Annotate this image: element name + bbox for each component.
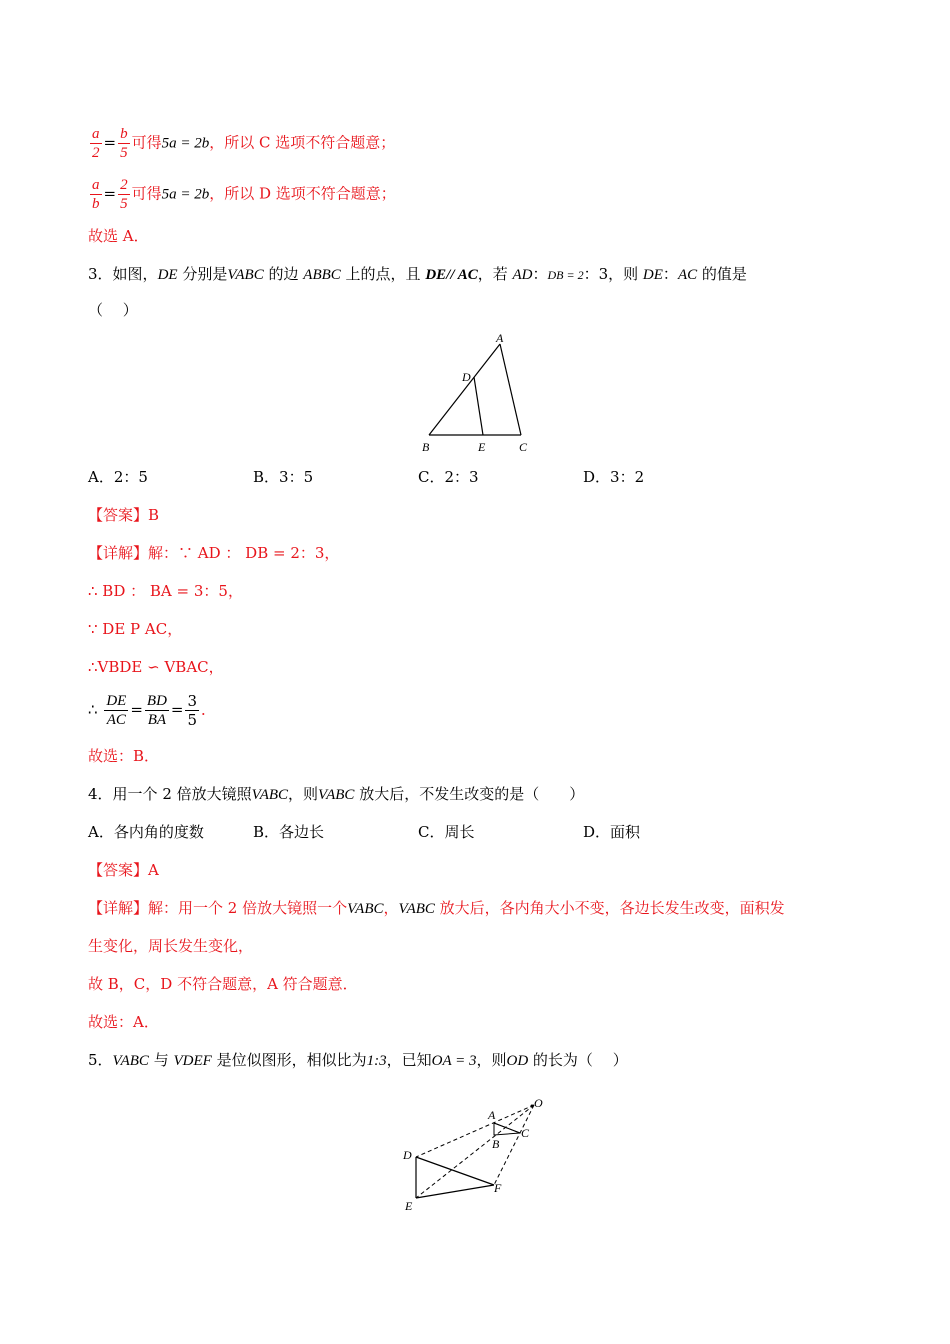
- label-e: E: [478, 440, 486, 454]
- label-o: O: [534, 1096, 543, 1110]
- q4-option-c[interactable]: C．周长: [418, 823, 475, 841]
- q3-option-d[interactable]: D．3：2: [583, 468, 645, 486]
- q4-stem: 4．用一个 2 倍放大镜照VABC，则VABC 放大后，不发生改变的是（ ）: [88, 785, 585, 803]
- ray-od: [416, 1105, 534, 1157]
- q4-answer: 【答案】A: [88, 861, 159, 879]
- label-d: D: [403, 1148, 412, 1162]
- q3-paren: （ ）: [88, 301, 138, 319]
- prev-option-d-reason: $\frac{a}{b}$ = $\frac{2}{5}$ 可得5a = 2b，所以 D 选项不符合题意；: [92, 177, 396, 212]
- segment-ac: [500, 344, 521, 435]
- q3-option-a[interactable]: A．2：5: [88, 468, 148, 486]
- q4-option-a[interactable]: A．各内角的度数: [88, 823, 204, 841]
- label-e: E: [405, 1199, 413, 1213]
- label-b: B: [492, 1137, 500, 1151]
- q3-detail-1: 【详解】解：∵ AD ： DB = 2：3，: [88, 544, 340, 562]
- q3-conclusion: 故选：B．: [88, 747, 160, 765]
- q3-ratio-line: ∴ $\frac{DE}{AC}$ = $\frac{BD}{BA}$ = $\frac{3}{5}$ ．: [88, 692, 217, 729]
- label-d: D: [462, 370, 471, 384]
- q5-stem: 5．VABC 与 VDEF 是位似图形，相似比为1:3，已知OA = 3，则OD 的长为（ ）: [88, 1051, 628, 1069]
- segment-ef: [416, 1185, 494, 1198]
- q3-detail-4: ∴VBDE ∽ VBAC，: [88, 658, 224, 676]
- q4-conclusion: 故选：A．: [88, 1013, 159, 1031]
- q3-stem: 3．如图，DE 分别是VABC 的边 ABBC 上的点，且 DE// AC，若 AD：DB = 2：3，则 DE：AC 的值是: [88, 265, 747, 283]
- q3-answer: 【答案】B: [88, 506, 160, 524]
- q5-homothety-figure: [398, 1093, 550, 1217]
- label-f: F: [494, 1181, 502, 1195]
- q3-triangle-figure: [418, 330, 538, 456]
- segment-ab: [429, 344, 500, 435]
- prev-option-c-reason: $\frac{a}{2}$ = $\frac{b}{5}$ 可得5a = 2b，所以 C 选项不符合题意；: [92, 126, 396, 161]
- q4-detail-1: 【详解】解：用一个 2 倍放大镜照一个VABC，VABC 放大后，各内角大小不变，各边长发生改变，面积发: [88, 899, 785, 917]
- prev-conclusion: 故选 A．: [88, 227, 149, 245]
- ray-oe: [416, 1105, 534, 1198]
- q3-detail-2: ∴ BD ： BA = 3：5，: [88, 582, 243, 600]
- q4-detail-3: 故 B，C，D 不符合题意，A 符合题意．: [88, 975, 358, 993]
- q3-option-b[interactable]: B．3：5: [253, 468, 314, 486]
- segment-df: [416, 1157, 494, 1185]
- q3-option-c[interactable]: C．2：3: [418, 468, 479, 486]
- label-c: C: [519, 440, 528, 454]
- label-b: B: [422, 440, 430, 454]
- q4-detail-2: 生变化，周长发生变化，: [88, 937, 254, 955]
- segment-de: [474, 377, 483, 435]
- q4-option-b[interactable]: B．各边长: [253, 823, 325, 841]
- q4-option-d[interactable]: D．面积: [583, 823, 641, 841]
- label-c: C: [521, 1126, 530, 1140]
- label-a: A: [488, 1108, 496, 1122]
- q3-detail-3: ∵ DE P AC，: [88, 620, 183, 638]
- ray-of: [494, 1105, 534, 1185]
- label-a: A: [496, 331, 504, 345]
- segment-a-c-inner: [494, 1123, 520, 1133]
